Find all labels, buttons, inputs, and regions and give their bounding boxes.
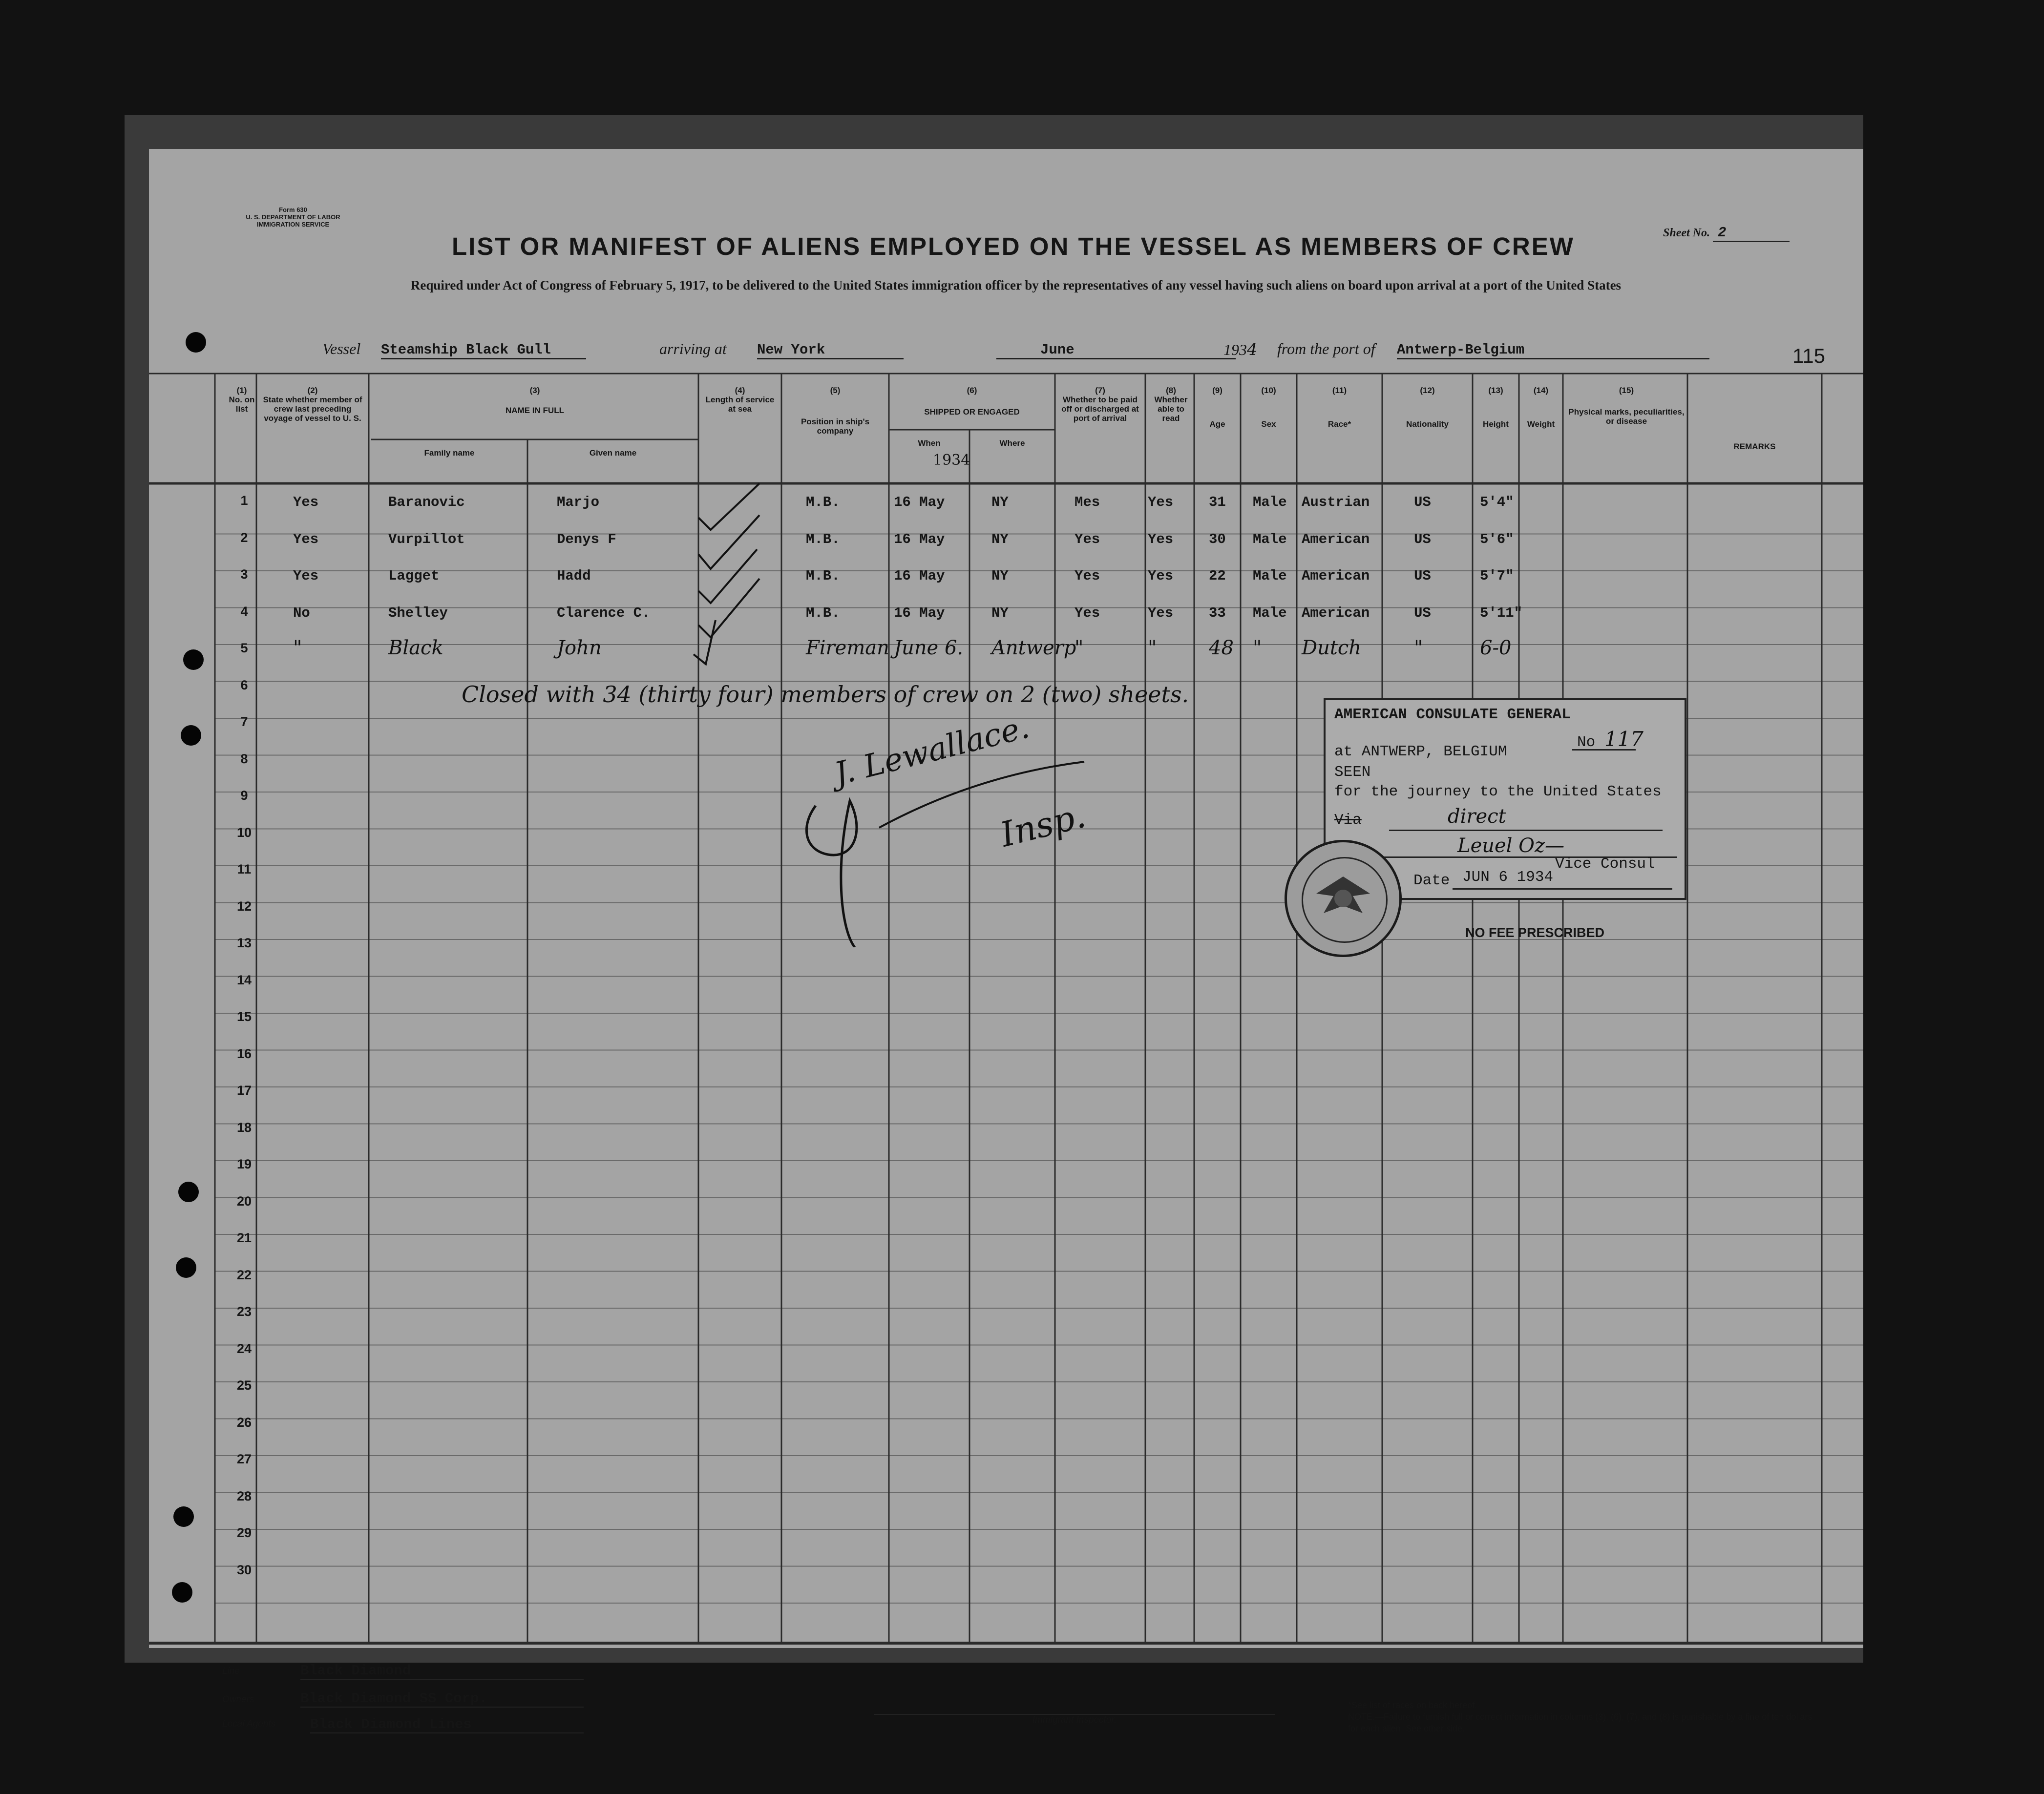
check-marks xyxy=(694,483,759,664)
cell-sex: Male xyxy=(1253,531,1287,547)
col-header-position: (5) Position in ship's company xyxy=(801,386,870,436)
cell-family: Shelley xyxy=(388,605,448,621)
page-number: 115 xyxy=(1792,344,1825,367)
cell-read: Yes xyxy=(1148,531,1174,547)
row-number: 17 xyxy=(236,1083,252,1098)
cell-when: June 6. xyxy=(894,637,964,659)
col-header-given: Given name xyxy=(589,448,637,458)
col-header-weight: (14) Weight xyxy=(1527,386,1555,429)
row-number: 10 xyxy=(236,825,252,840)
cell-position: M.B. xyxy=(806,605,840,621)
cell-where: Antwerp xyxy=(991,637,1076,659)
row-number: 3 xyxy=(240,567,248,582)
row-number: 13 xyxy=(236,936,252,950)
cell-prev: " xyxy=(293,637,302,659)
cell-prev: No xyxy=(293,605,310,621)
col-header-no: (1) No. on list xyxy=(229,386,255,414)
row-number: 29 xyxy=(236,1525,252,1540)
col-header-age: (9) Age xyxy=(1209,386,1225,429)
cell-given: Marjo xyxy=(557,494,600,510)
consulate-stamp: AMERICAN CONSULATE GENERAL No 117 at ANTWERP, BELGIUM SEEN for the journey to the United States Via direct Leuel Oz— Vice Consul Date JUN 6 1934 xyxy=(1324,698,1686,900)
row-number: 21 xyxy=(236,1231,252,1245)
row-number: 23 xyxy=(236,1304,252,1319)
cell-family: Vurpillot xyxy=(388,531,465,547)
cell-where: NY xyxy=(991,605,1009,621)
row-number: 26 xyxy=(236,1415,252,1430)
cell-paid-off: Yes xyxy=(1075,605,1100,621)
cell-race: Dutch xyxy=(1302,637,1362,659)
row-number: 8 xyxy=(240,751,248,766)
cell-where: NY xyxy=(991,531,1009,547)
cell-paid-off: Yes xyxy=(1075,531,1100,547)
cell-age: 22 xyxy=(1209,568,1226,584)
cell-prev: Yes xyxy=(293,568,319,584)
row-number: 24 xyxy=(236,1341,252,1356)
cell-nationality: US xyxy=(1414,531,1431,547)
cell-sex: Male xyxy=(1253,494,1287,510)
col-header-shipped: (6) SHIPPED OR ENGAGED xyxy=(924,386,1020,417)
row-number: 2 xyxy=(240,530,248,545)
inspector-line: Immigrant Inspector. xyxy=(874,1714,1275,1726)
cell-where: NY xyxy=(991,494,1009,510)
footer-note: *See list of races on back hereof. NOTE.—Failure to furnish full or correct information in columns (3), (6), (7), and (8) is punishable by a fine of ten dollars for each alien. See other side. xyxy=(1348,1700,1812,1733)
col-header-name: (3) NAME IN FULL xyxy=(506,386,564,415)
cell-sex: Male xyxy=(1253,605,1287,621)
col-header-when: When xyxy=(918,438,941,448)
cell-nationality: US xyxy=(1414,568,1431,584)
cell-nationality: US xyxy=(1414,494,1431,510)
row-number: 18 xyxy=(236,1120,252,1135)
row-number: 27 xyxy=(236,1452,252,1466)
cell-given: John xyxy=(557,637,602,659)
cell-age: 33 xyxy=(1209,605,1226,621)
cell-paid-off: Mes xyxy=(1075,494,1100,510)
row-number: 22 xyxy=(236,1267,252,1282)
col-header-physical: (15) Physical marks, peculiarities, or disease xyxy=(1568,386,1685,426)
col-header-sex: (10) Sex xyxy=(1261,386,1276,429)
cell-age: 31 xyxy=(1209,494,1226,510)
cell-race: American xyxy=(1302,568,1370,584)
cell-height: 5'7" xyxy=(1480,568,1514,584)
cell-when: 16 May xyxy=(894,605,945,621)
cell-when: 16 May xyxy=(894,568,945,584)
no-fee-note: NO FEE PRESCRIBED xyxy=(1465,925,1605,940)
inspector-signature: J. Lewallace. Insp. xyxy=(781,742,1153,947)
footer-owner-block: Line Black Diamond Owners Black Diamond SS Corp. Local Agents Black Diamond Lines xyxy=(222,1660,711,1743)
cell-read: Yes xyxy=(1148,494,1174,510)
cell-when: 16 May xyxy=(894,494,945,510)
row-number: 30 xyxy=(236,1562,252,1577)
cell-read: " xyxy=(1148,637,1157,659)
cell-position: M.B. xyxy=(806,494,840,510)
cell-nationality: US xyxy=(1414,605,1431,621)
row-number: 4 xyxy=(240,604,248,619)
col-header-race: (11) Race* xyxy=(1328,386,1351,429)
row-number: 9 xyxy=(240,788,248,803)
row-number: 16 xyxy=(236,1046,252,1061)
row-number: 5 xyxy=(240,641,248,655)
form-id: Form 630 U. S. DEPARTMENT OF LABOR IMMIGRATION SERVICE xyxy=(246,206,340,228)
row-number: 6 xyxy=(240,677,248,692)
when-year: 1934 xyxy=(933,452,970,469)
cell-family: Baranovic xyxy=(388,494,465,510)
row-number: 19 xyxy=(236,1157,252,1171)
cell-prev: Yes xyxy=(293,531,319,547)
cell-height: 5'11" xyxy=(1480,605,1523,621)
col-header-read: (8) Whether able to read xyxy=(1154,386,1188,423)
cell-given: Hadd xyxy=(557,568,591,584)
col-header-paid-off: (7) Whether to be paid off or discharged at port of arrival xyxy=(1061,386,1139,423)
cell-family: Black xyxy=(388,637,443,659)
cell-height: 5'6" xyxy=(1480,531,1514,547)
cell-position: M.B. xyxy=(806,531,840,547)
cell-given: Denys F xyxy=(557,531,616,547)
row-number: 28 xyxy=(236,1488,252,1503)
row-number: 11 xyxy=(237,862,252,876)
cell-paid-off: Yes xyxy=(1075,568,1100,584)
cell-race: American xyxy=(1302,531,1370,547)
row-number: 14 xyxy=(236,972,252,987)
row-number: 15 xyxy=(236,1009,252,1024)
vessel-line: Vessel Steamship Black Gull arriving at New York June 1934 from the port of Antwerp-Belgium xyxy=(322,337,1709,366)
eagle-icon xyxy=(1287,842,1399,955)
cell-sex: Male xyxy=(1253,568,1287,584)
cell-read: Yes xyxy=(1148,568,1174,584)
cell-sex: " xyxy=(1253,637,1262,659)
cell-age: 30 xyxy=(1209,531,1226,547)
page-title: LIST OR MANIFEST OF ALIENS EMPLOYED ON THE VESSEL AS MEMBERS OF CREW xyxy=(452,232,1575,260)
cell-race: American xyxy=(1302,605,1370,621)
row-number: 25 xyxy=(236,1378,252,1393)
cell-where: NY xyxy=(991,568,1009,584)
cell-read: Yes xyxy=(1148,605,1174,621)
col-header-height: (13) Height xyxy=(1483,386,1509,429)
closing-note: Closed with 34 (thirty four) members of crew on 2 (two) sheets. xyxy=(462,681,1189,708)
page-subtitle: Required under Act of Congress of February 5, 1917, to be delivered to the United States immigration officer by the representatives of any vessel having such aliens on board upon arrival at a port of the United States xyxy=(410,278,1622,292)
col-header-remarks: REMARKS xyxy=(1733,442,1776,451)
sheet-number: Sheet No. 2 xyxy=(1663,225,1790,241)
col-header-prev-voyage: (2) State whether member of crew last preceding voyage of vessel to U. S. xyxy=(263,386,362,423)
cell-height: 6-0 xyxy=(1480,637,1512,659)
cell-nationality: " xyxy=(1414,637,1423,659)
col-header-family: Family name xyxy=(424,448,475,458)
row-number: 20 xyxy=(236,1193,252,1209)
col-header-nationality: (12) Nationality xyxy=(1406,386,1449,429)
consular-seal xyxy=(1285,840,1402,957)
row-number: 12 xyxy=(236,898,252,914)
col-header-where: Where xyxy=(999,438,1025,448)
cell-age: 48 xyxy=(1209,637,1234,659)
consul-signature: Leuel Oz— xyxy=(1457,834,1565,857)
cell-height: 5'4" xyxy=(1480,494,1514,510)
cell-paid-off: " xyxy=(1075,637,1084,659)
cell-given: Clarence C. xyxy=(557,605,651,621)
cell-position: Fireman xyxy=(806,637,889,659)
row-number: 7 xyxy=(240,714,248,729)
cell-race: Austrian xyxy=(1302,494,1370,510)
col-header-length: (4) Length of service at sea xyxy=(705,386,775,414)
cell-prev: Yes xyxy=(293,494,319,510)
row-number: 1 xyxy=(240,493,248,508)
cell-when: 16 May xyxy=(894,531,945,547)
cell-position: M.B. xyxy=(806,568,840,584)
cell-family: Lagget xyxy=(388,568,440,584)
